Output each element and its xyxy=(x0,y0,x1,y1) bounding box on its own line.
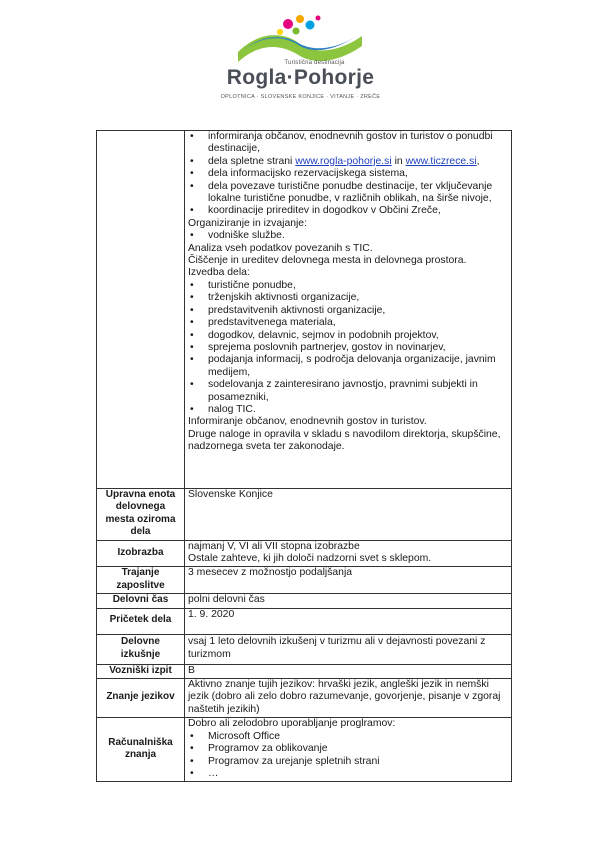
rogla-pohorje-link[interactable]: www.rogla-pohorje.si xyxy=(295,155,392,167)
organizing-label: Organiziranje in izvajanje: xyxy=(188,217,307,229)
list-item: • trženjskih aktivnosti organizacije, xyxy=(188,292,508,304)
table-row-start xyxy=(97,608,512,634)
table-row-computer xyxy=(97,718,512,782)
list-item: • koordinacije prireditev in dogodkov v Občini Zreče, xyxy=(188,205,508,217)
list-item: • Programov za urejanje spletnih strani xyxy=(188,756,508,768)
table-row-languages xyxy=(97,679,512,718)
informing-text: Informiranje občanov, enodnevnih gostov in turistov. xyxy=(188,416,427,428)
logo-municipalities: OPLOTNICA · SLOVENSKE KONJICE · VITANJE · ZREČE xyxy=(220,94,381,100)
license-label: Vozniški izpit xyxy=(97,664,185,678)
experience-label: Delovne izkušnje xyxy=(97,634,185,664)
duration-label: Trajanje zaposlitve xyxy=(97,567,185,594)
table-row-education xyxy=(97,540,512,567)
tasks-label-cell xyxy=(97,131,185,489)
logo-brand-name: Rogla·Pohorje xyxy=(226,66,375,89)
list-item: • Microsoft Office xyxy=(188,731,508,743)
cleaning-text: Čiščenje in ureditev delovnega mesta in delovnega prostora. xyxy=(188,255,467,267)
list-item: • podajanja informacij, s področja delovanja organizacije, javnim medijem, xyxy=(188,354,508,379)
list-item: • dogodkov, delavnic, sejmov in podobnih projektov, xyxy=(188,330,508,342)
experience-value: vsaj 1 leto delovnih izkušenj v turizmu ali v dejavnosti povezani z turizmom xyxy=(185,634,512,664)
table-row-experience xyxy=(97,634,512,664)
education-line-2: Ostale zahteve, ki jih določi nadzorni svet s sklepom. xyxy=(188,553,432,565)
list-item: • nalog TIC. xyxy=(188,404,508,416)
list-item: • … xyxy=(188,768,508,780)
computer-intro: Dobro ali zelodobro uporabljanje proglramov: xyxy=(188,718,396,730)
website-mid: in xyxy=(391,155,406,167)
list-item: • sprejema poslovnih partnerjev, gostov in novinarjev, xyxy=(188,342,508,354)
logo-tagline: Turistična destinacija xyxy=(284,60,345,66)
education-label: Izobrazba xyxy=(97,540,185,567)
table-row-license xyxy=(97,664,512,678)
languages-value: Aktivno znanje tujih jezikov: hrvaški jezik, angleški jezik in nemški jezik (dobro ali zelo dobro razumevanje, govorjenje, pisanje v zgoraj naštetih jezikih) xyxy=(185,679,512,718)
license-value: B xyxy=(185,664,512,678)
languages-label: Znanje jezikov xyxy=(97,679,185,718)
list-item: • predstavitvenih aktivnosti organizacije, xyxy=(188,305,508,317)
table-row-worktime xyxy=(97,594,512,608)
worktime-value: polni delovni čas xyxy=(185,594,512,608)
website-suffix: , xyxy=(476,155,480,167)
execution-label: Izvedba dela: xyxy=(188,267,250,279)
tasks-value-cell xyxy=(185,131,512,489)
list-item: • predstavitvenega materiala, xyxy=(188,317,508,329)
list-item: • dela povezave turistične ponudbe destinacije, ter vključevanje lokalne turistične ponudbe, v različnih oblikah, na širše nivoje, xyxy=(188,181,508,206)
duration-value: 3 mesecev z možnostjo podaljšanja xyxy=(185,567,512,594)
start-label: Pričetek dela xyxy=(97,608,185,634)
computer-label: Računalniška znanja xyxy=(97,718,185,782)
education-line-1: najmanj V, VI ali VII stopna izobrazbe xyxy=(188,540,360,552)
table-row-tasks xyxy=(97,131,512,489)
education-value xyxy=(185,540,512,567)
list-item: • vodniške službe. xyxy=(188,230,508,242)
table-row-duration xyxy=(97,567,512,594)
start-value: 1. 9. 2020 xyxy=(185,608,512,634)
unit-label: Upravna enota delovnega mesta oziroma dela xyxy=(97,489,185,541)
other-tasks-text: Druge naloge in opravila v skladu s navodilom direktorja, skupščine, nadzornega sveta ter zakonodaje. xyxy=(188,428,501,453)
website-prefix: dela spletne strani xyxy=(208,155,296,167)
table-row-unit xyxy=(97,489,512,541)
list-item: • Programov za oblikovanje xyxy=(188,743,508,755)
list-item: • sodelovanja z zainteresirano javnostjo, pravnimi subjekti in posamezniki, xyxy=(188,379,508,404)
header-logo xyxy=(0,0,601,115)
unit-value: Slovenske Konjice xyxy=(185,489,512,541)
destination-logo-graphic xyxy=(230,12,370,67)
list-item: • dela informacijsko rezervacijskega sistema, xyxy=(188,168,508,180)
analysis-text: Analiza vseh podatkov povezanih s TIC. xyxy=(188,242,373,254)
ticzrece-link[interactable]: www.ticzrece.si xyxy=(405,155,477,167)
job-details-table xyxy=(96,130,512,782)
worktime-label: Delovni čas xyxy=(97,594,185,608)
list-item: • turistične ponudbe, xyxy=(188,280,508,292)
computer-value xyxy=(185,718,512,782)
list-item: • informiranja občanov, enodnevnih gostov in turistov o ponudbi destinacije, xyxy=(188,131,508,156)
list-item xyxy=(188,156,508,168)
